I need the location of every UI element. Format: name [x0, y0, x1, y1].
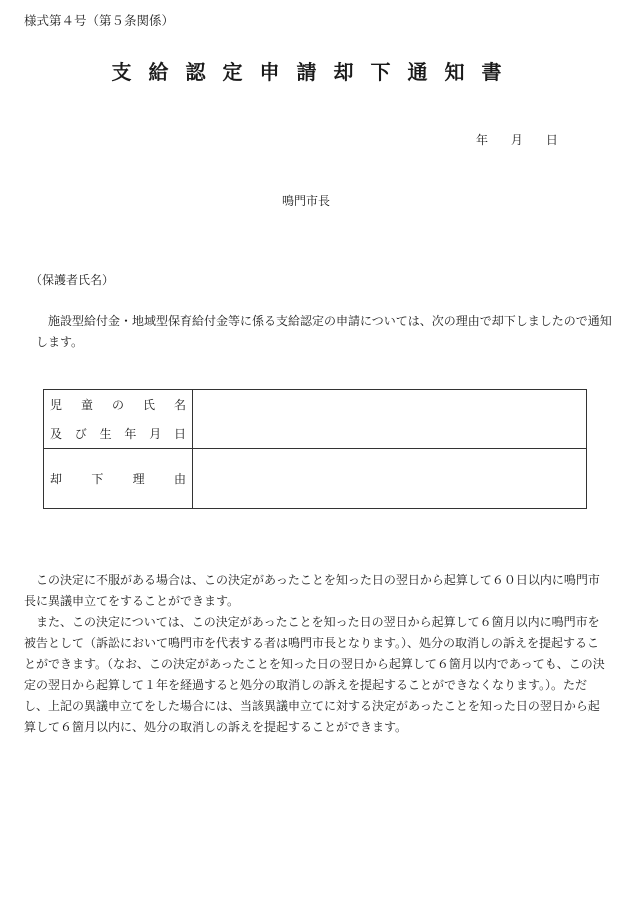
rejection-reason-label — [44, 470, 192, 487]
document-title: 支給認定申請却下通知書 — [111, 60, 519, 84]
child-info-label — [44, 390, 193, 449]
rejection-reason-label-char: 理 — [132, 472, 145, 486]
child-name-label-char: 氏 — [142, 398, 155, 412]
form-number: 様式第４号（第５条関係） — [24, 13, 175, 28]
birth-date-label-char: 日 — [173, 427, 186, 441]
birth-date-label-char: 及 — [50, 427, 63, 441]
birth-date-label-char: 生 — [99, 427, 112, 441]
date-line — [476, 131, 558, 148]
appeal-paragraph-2: また、この決定については、この決定があったことを知った日の翌日から起算して６箇月以内に鳴門市を被告として（訴訟において鳴門市を代表する者は鳴門市長となります。）、処分の取消しの訴えを提起することができます。（なお、この決定があったことを知った日の翌日から起算して６箇月以内であっても、この決定の翌日から起算して１年を経過すると処分の取消しの訴えを提起することができなくなります。）。ただし、上記の異議申立てをした場合には、当該異議申立てに対する決定があったことを知った日の翌日から起算して６箇月以内に、処分の取消しの訴えを提起することができます。 — [24, 615, 605, 734]
appeal-notice — [24, 570, 610, 738]
rejection-reason-label-char: 下 — [91, 472, 104, 486]
appeal-paragraph-1: この決定に不服がある場合は、この決定があったことを知った日の翌日から起算して６０日以内に鳴門市長に異議申立てをすることができます。 — [24, 573, 600, 608]
details-table — [43, 389, 587, 509]
child-info-value — [193, 390, 587, 449]
birth-date-label-char: 年 — [124, 427, 137, 441]
child-name-label-char: の — [111, 398, 124, 412]
birth-date-label — [44, 425, 192, 442]
rejection-reason-label-char: 由 — [173, 472, 186, 486]
issuer-name: 鳴門市長 — [282, 194, 331, 208]
child-name-label — [44, 396, 192, 413]
child-name-label-char: 名 — [173, 398, 186, 412]
date-year: 年 — [476, 133, 489, 147]
date-month: 月 — [510, 133, 523, 147]
child-info-row — [44, 390, 587, 449]
notice-body: 施設型給付金・地域型保育給付金等に係る支給認定の申請については、次の理由で却下しましたので通知します。 — [36, 314, 612, 349]
rejection-reason-label-char: 却 — [50, 472, 63, 486]
birth-date-label-char: 月 — [149, 427, 162, 441]
reason-row — [44, 449, 587, 509]
date-day: 日 — [545, 133, 558, 147]
recipient-name: （保護者氏名） — [30, 273, 115, 287]
birth-date-label-char: び — [74, 427, 87, 441]
rejection-reason-value — [193, 449, 587, 509]
reason-label-cell — [44, 449, 193, 509]
child-name-label-char: 童 — [80, 398, 93, 412]
child-name-label-char: 児 — [50, 398, 63, 412]
